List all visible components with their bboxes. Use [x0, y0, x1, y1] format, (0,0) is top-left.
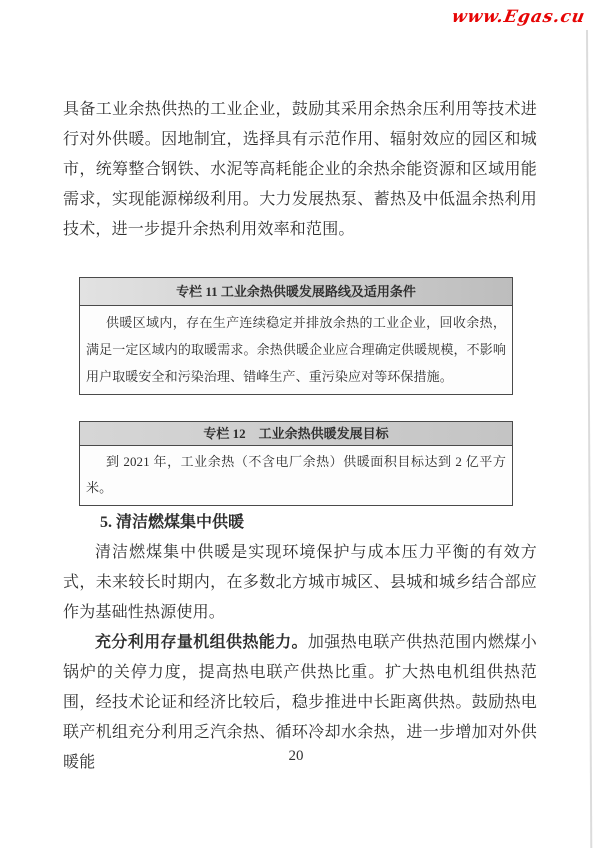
page-number: 20: [288, 748, 304, 764]
panel-12-body: 到 2021 年，工业余热（不含电厂余热）供暖面积目标达到 2 亿平方米。: [86, 454, 506, 495]
panel-box-11: [79, 277, 513, 395]
scan-edge-line: [586, 30, 592, 848]
paragraph-lead-rest: 加强热电联产供热范围内燃煤小锅炉的关停力度，提高热电联产供热比重。扩大热电机组供热范围，经技术论证和经济比较后，稳步推进中长距离供热。鼓励热电联产机组充分利用乏汽余热、循环冷却水余热，进一步增加对外供暖能: [63, 634, 537, 771]
paragraph-waste-heat-continued: 具备工业余热供热的工业企业，鼓励其采用余热余压利用等技术进行对外供暖。因地制宜，选择具有示范作用、辐射效应的园区和城市，统筹整合钢铁、水泥等高耗能企业的余热余能资源和区域用能需求，实现能源梯级利用。大力发展热泵、蓄热及中低温余热利用技术，进一步提升余热利用效率和范围。: [63, 101, 537, 238]
watermark-text: www.Egas.cu: [450, 7, 587, 27]
panel-11-body: 供暖区域内，存在生产连续稳定并排放余热的工业企业，回收余热，满足一定区域内的取暖需求。余热供暖企业应合理确定供暖规模，不影响用户取暖安全和污染治理、错峰生产、重污染应对等环保措施。: [86, 315, 506, 384]
paragraph-lead-bold: 充分利用存量机组供热能力。: [95, 634, 308, 651]
panel-box-12: [79, 421, 513, 506]
panel-12-title: 专栏 12 工业余热供暖发展目标: [80, 422, 512, 446]
body-text-flow: [63, 538, 537, 778]
paragraph-clean-coal: 清洁燃煤集中供暖是实现环境保护与成本压力平衡的有效方式，未来较长时期内，在多数北方城市城区、县城和城乡结合部应作为基础性热源使用。: [63, 544, 537, 621]
section-5-heading: 5. 清洁燃煤集中供暖: [100, 514, 245, 531]
panel-11-title: 专栏 11 工业余热供暖发展路线及适用条件: [80, 278, 512, 306]
